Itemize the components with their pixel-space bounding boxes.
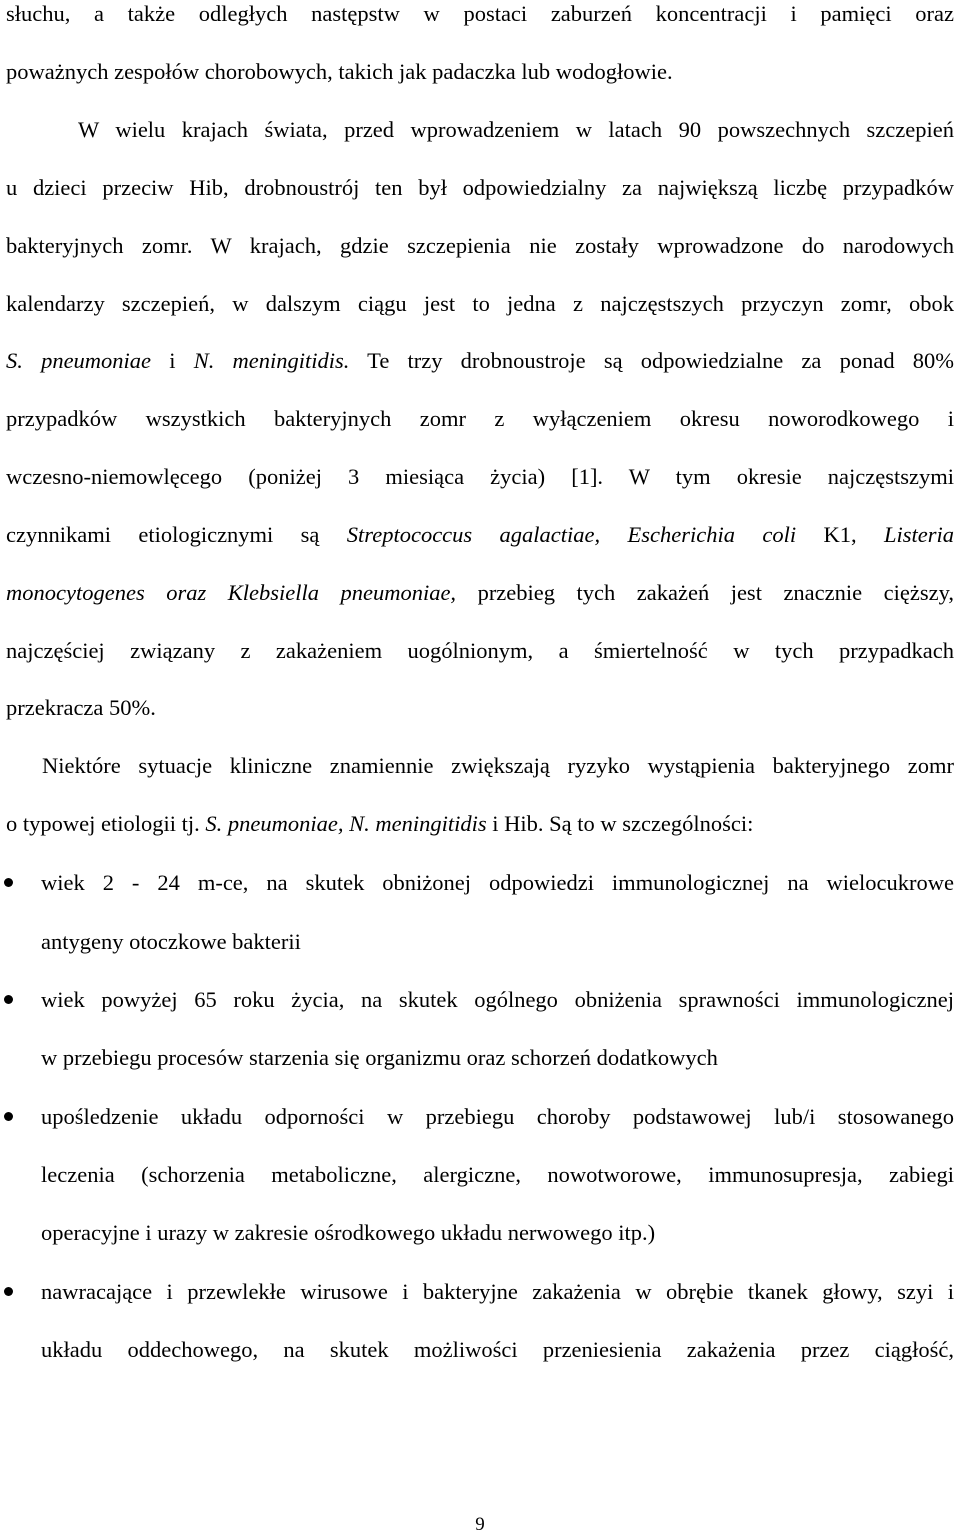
list-item-line: antygeny otoczkowe bakterii — [41, 929, 301, 954]
species-name: Listeria — [883, 522, 955, 547]
text-run: i — [151, 348, 194, 373]
paragraph-2-line-1: W wielu krajach świata, przed wprowadzeniem w latach 90 powszechnych szczepień — [78, 117, 954, 142]
text-run: i Hib. Są to w szczególności: — [486, 811, 754, 836]
list-item-line: operacyjne i urazy w zakresie ośrodkowego układu nerwowego itp.) — [41, 1220, 656, 1245]
species-name: S. pneumoniae, N. meningitidis — [205, 811, 487, 836]
text-run: K1, — [796, 522, 884, 547]
paragraph-1-line-2: poważnych zespołów chorobowych, takich jak padaczka lub wodogłowie. — [6, 59, 673, 84]
paragraph-2-line-11: przekracza 50%. — [6, 695, 156, 720]
paragraph-3-line-2 — [6, 810, 954, 838]
paragraph-2-line-10: najczęściej związany z zakażeniem uogólnionym, a śmiertelność w tych przypadkach — [6, 638, 954, 663]
paragraph-2-line-7: wczesno-niemowlęcego (poniżej 3 miesiąca życia) [1]. W tym okresie najczęstszymi — [6, 464, 954, 489]
paragraph-2-line-4: kalendarzy szczepień, w dalszym ciągu jest to jedna z najczęstszych przyczyn zomr, obok — [6, 291, 954, 316]
text-run: czynnikami etiologicznymi są — [6, 522, 347, 547]
list-item-line: wiek powyżej 65 roku życia, na skutek ogólnego obniżenia sprawności immunologicznej — [41, 987, 954, 1012]
paragraph-1-line-1: słuchu, a także odległych następstw w postaci zaburzeń koncentracji i pamięci oraz — [6, 1, 954, 26]
bullet-icon — [4, 995, 13, 1004]
text-run: Te trzy drobnoustroje są odpowiedzialne za ponad 80% — [349, 348, 954, 373]
list-item-line: leczenia (schorzenia metaboliczne, alergiczne, nowotworowe, immunosupresja, zabiegi — [41, 1162, 954, 1187]
bullet-icon — [4, 878, 13, 887]
bullet-icon — [4, 1287, 13, 1296]
paragraph-2-line-6: przypadków wszystkich bakteryjnych zomr z wyłączeniem okresu noworodkowego i — [6, 406, 954, 431]
list-item-line: w przebiegu procesów starzenia się organizmu oraz schorzeń dodatkowych — [41, 1045, 718, 1070]
species-name: S. pneumoniae — [6, 348, 152, 373]
bullet-icon — [4, 1112, 13, 1121]
list-item-line: wiek 2 - 24 m-ce, na skutek obniżonej odpowiedzi immunologicznej na wielocukrowe — [41, 870, 954, 895]
species-name: N. meningitidis. — [193, 348, 350, 373]
species-name: Streptococcus agalactiae, Escherichia coli — [346, 522, 797, 547]
paragraph-2-line-3: bakteryjnych zomr. W krajach, gdzie szczepienia nie zostały wprowadzone do narodowych — [6, 233, 954, 258]
list-item-line: układu oddechowego, na skutek możliwości przeniesienia zakażenia przez ciągłość, — [41, 1337, 954, 1362]
paragraph-2-line-2: u dzieci przeciw Hib, drobnoustrój ten był odpowiedzialny za największą liczbę przypadków — [6, 175, 954, 200]
text-run: przebieg tych zakażeń jest znacznie cięższy, — [456, 580, 954, 605]
species-name: monocytogenes oraz Klebsiella pneumoniae, — [6, 580, 457, 605]
page-number: 9 — [475, 1514, 485, 1535]
text-run: o typowej etiologii tj. — [6, 811, 206, 836]
paragraph-2-line-5 — [6, 347, 954, 375]
list-item-line: nawracające i przewlekłe wirusowe i bakteryjne zakażenia w obrębie tkanek głowy, szyi i — [41, 1279, 954, 1304]
paragraph-2-line-8 — [6, 521, 954, 549]
paragraph-3-line-1: Niektóre sytuacje kliniczne znamiennie zwiększają ryzyko wystąpienia bakteryjnego zomr — [42, 753, 954, 778]
list-item-line: upośledzenie układu odporności w przebiegu choroby podstawowej lub/i stosowanego — [41, 1104, 954, 1129]
paragraph-2-line-9 — [6, 579, 954, 607]
